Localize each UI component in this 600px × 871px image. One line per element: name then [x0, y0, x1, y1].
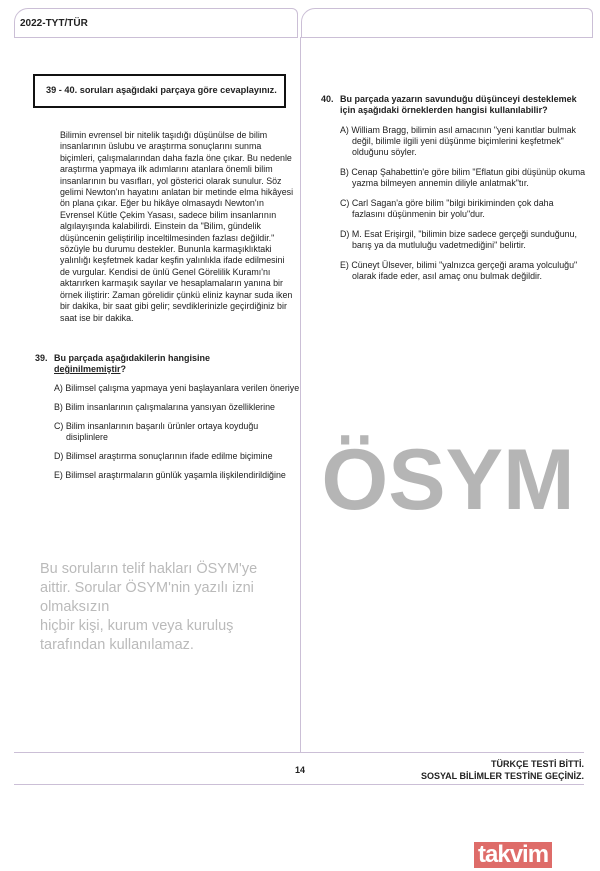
takvim-logo: takvim	[474, 842, 552, 868]
question-39	[35, 353, 300, 481]
option-a[interactable]: A) Bilimsel çalışma yapmaya yeni başlayanlara verilen öneriye	[54, 383, 300, 393]
question-40	[321, 94, 586, 282]
osym-watermark: ÖSYM	[321, 432, 575, 528]
footer-bottom-rule	[14, 784, 584, 785]
option-c[interactable]: C) Carl Sagan'a göre bilim "bilgi birikiminden çok daha fazlasını düşünmenin bir yolu"dur.	[340, 198, 554, 219]
copyright-watermark	[40, 560, 290, 655]
exam-code: 2022-TYT/TÜR	[20, 18, 88, 29]
question-stem: Bu parçada yazarın savunduğu düşünceyi desteklemek için aşağıdaki örneklerden hangisi kullanılabilir?	[340, 94, 577, 115]
copyright-line-2: hiçbir kişi, kurum veya kuruluş tarafından kullanılamaz.	[40, 618, 234, 653]
question-number: 39.	[35, 353, 48, 363]
option-b[interactable]: B) Bilim insanlarının çalışmalarına yansıyan özelliklerine	[54, 402, 275, 412]
option-b[interactable]: B) Cenap Şahabettin'e göre bilim "Eflatun gibi düşünüp okuma yazma bilmeyen annemin diliyle anlatmak"tır.	[340, 167, 586, 188]
end-line-1: TÜRKÇE TESTİ BİTTİ.	[491, 759, 584, 769]
reading-passage: Bilimin evrensel bir nitelik taşıdığı düşünülse de bilim insanlarının üslubu ve araştırma sonuçlarını sunma biçimleri, çalışmalarından daha fazla öne çıkar. Bu nedenle araştırma yapmaya ilk adımlarını atanlara önemli bilim insanlarının bu vasıfları, yol gösterici olarak sunulur. Söz gelimi Newton'ın hayatını anlatan bir metinde elma hikâyesi ön plana çıkar. Eğer bu hikâye olmasaydı Newton'ın Evrensel Kütle Çekim Yasası, sadece bilim insanlarının algılayışında kalabilirdi. Einstein da "Bilim, gündelik düşüncenin geliştirilip inceltilmesinden fazlası değildir." sözüyle bu durumu destekler. Bununla karmaşıklıktaki yalınlığı keşfetmek kadar keşfin yalınlıkla ifade edilmesini de vurgular. Kendisi de ünlü Genel Görelilik Kuramı'nı aktarırken karmaşık sayılar ve hesaplamaların yanına bir örnek iliştirir: Zaman görelidir çünkü eliniz kaynar suda iken bir dakika, bir saat gibi gelir; sevdiklerinizle geçirdiğiniz bir saat ise bir dakika.	[60, 130, 294, 323]
stem-end: ?	[120, 364, 127, 374]
copyright-line-1: Bu soruların telif hakları ÖSYM'ye aittir. Sorular ÖSYM'nin yazılı izni olmaksızın	[40, 561, 258, 615]
option-d[interactable]: D) Bilimsel araştırma sonuçlarının ifade edilme biçimine	[54, 451, 273, 461]
option-a[interactable]: A) William Bragg, bilimin asıl amacının "yeni kanıtlar bulmak değil, bilimle ilgili yeni düşünme biçimlerini keşfetmek" olduğunu söyler.	[340, 125, 576, 157]
header-box-right	[301, 8, 593, 38]
option-d[interactable]: D) M. Esat Erişirgil, "bilimin bize sadece gerçeği sunduğunu, barış ya da mutluluğu vadetmediğini" belirtir.	[340, 229, 577, 250]
question-number: 40.	[321, 94, 334, 104]
section-end-note	[421, 758, 584, 782]
option-e[interactable]: E) Bilimsel araştırmaların günlük yaşamla ilişkilendirildiğine	[54, 470, 286, 480]
page-number: 14	[295, 765, 306, 775]
column-divider	[300, 37, 301, 752]
stem-underlined: değinilmemiştir	[54, 364, 121, 374]
question-stem	[54, 353, 300, 375]
option-c[interactable]: C) Bilim insanlarının başarılı ürünler ortaya koyduğu disiplinlere	[54, 421, 259, 442]
footer-top-rule	[14, 752, 584, 753]
stem-text: Bu parçada aşağıdakilerin hangisine	[54, 353, 211, 363]
end-line-2: SOSYAL BİLİMLER TESTİNE GEÇİNİZ.	[420, 771, 584, 781]
option-e[interactable]: E) Cüneyt Ülsever, bilimi "yalnızca gerçeği arama yolculuğu" olarak ifade eder, asıl amaç onu bulmak değildir.	[340, 260, 578, 281]
instruction-box: 39 - 40. soruları aşağıdaki parçaya göre cevaplayınız.	[33, 74, 286, 108]
